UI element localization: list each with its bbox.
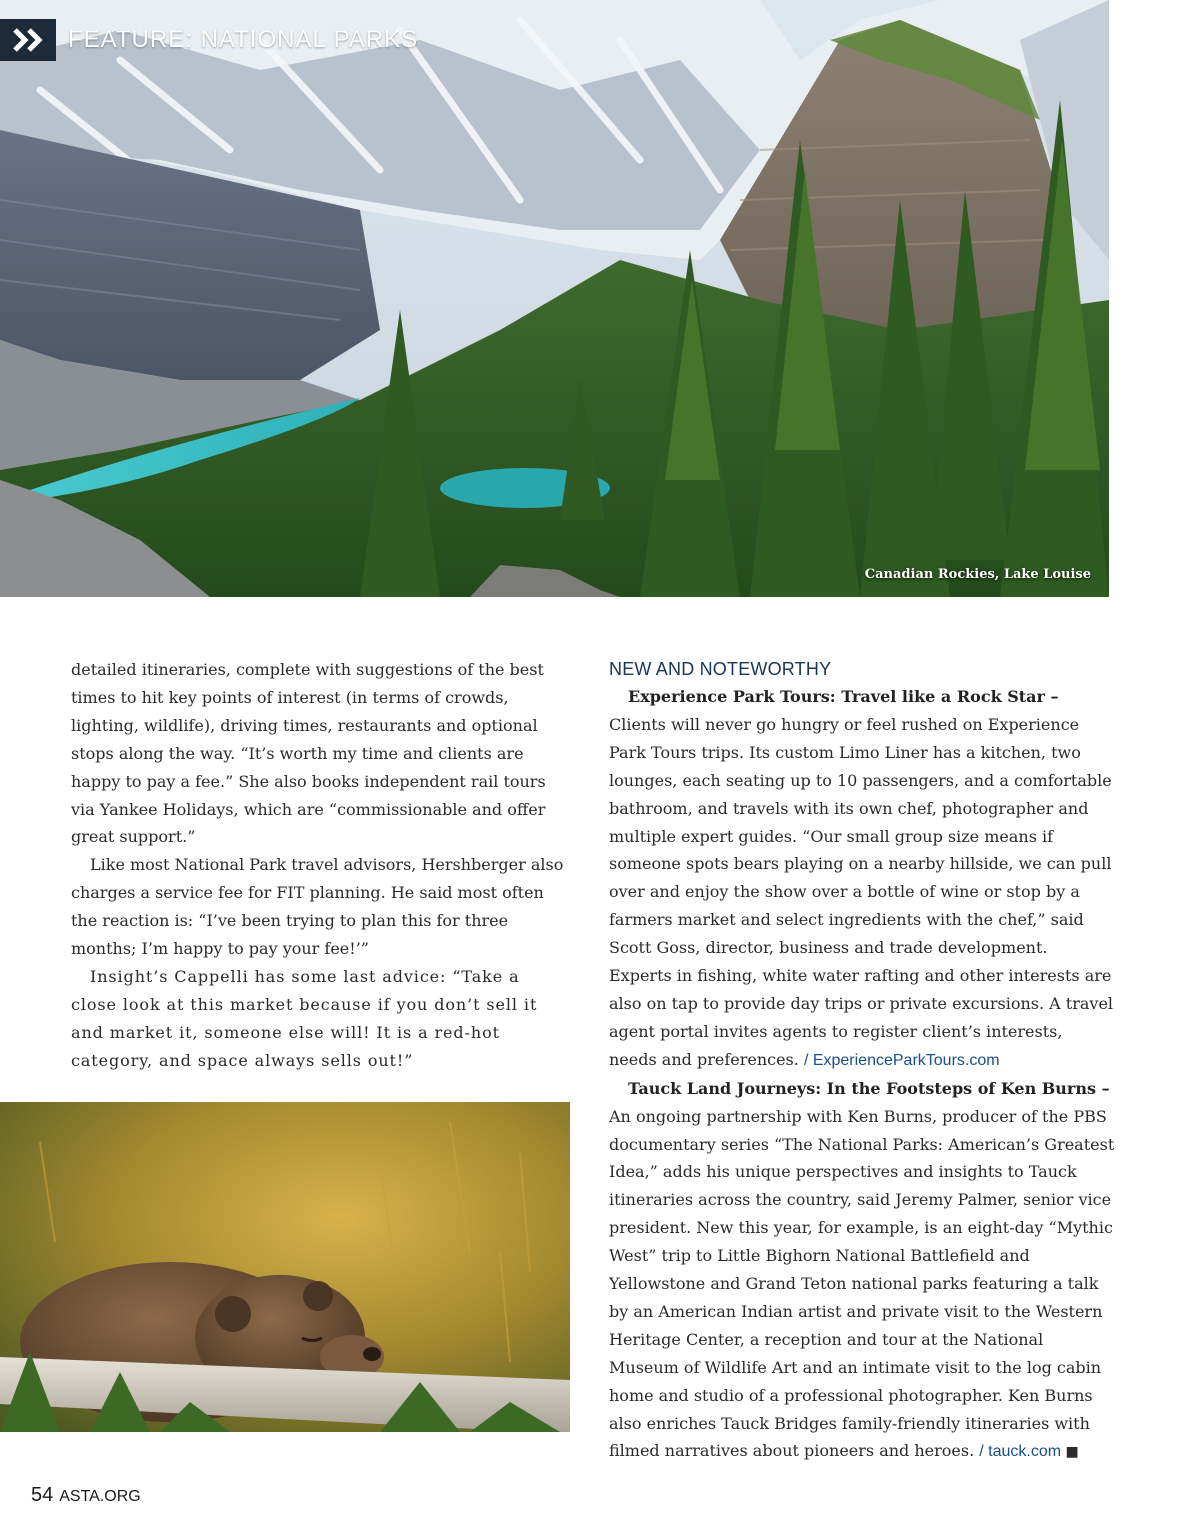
body-paragraph: Insight’s Cappelli has some last advice: “Take a close look at this market because if you don’t sell it and market it, someone else will! It is a red-hot category, and space always sells out!”	[71, 966, 538, 1070]
website-link[interactable]: / tauck.com	[979, 1443, 1062, 1461]
page-footer	[31, 1484, 141, 1507]
section-label: FEATURE: NATIONAL PARKS	[68, 26, 419, 53]
right-column	[609, 656, 1115, 1467]
section-tag	[0, 19, 418, 61]
news-item-body: Clients will never go hungry or feel rushed on Experience Park Tours trips. Its custom Limo Liner has a kitchen, two lounges, each seating up to 10 passengers, and a comfortable bathroom, and travels with its own chef, photographer and multiple expert guides. “Our small group size means if someone spots bears playing on a nearby hillside, we can pull over and enjoy the show over a bottle of wine or stop by a farmers market and select ingredients with the chef,” said Scott Goss, director, business and trade development. Experts in fishing, white water rafting and other interests are also on tap to provide day trips or private excursions. A travel agent portal invites agents to register client’s interests, needs and preferences.	[609, 714, 1114, 1069]
photo-caption: Canadian Rockies, Lake Louise	[864, 567, 1091, 582]
body-paragraph: Like most National Park travel advisors, Hershberger also charges a service fee for FIT planning. He said most often the reaction is: “I’ve been trying to plan this for three months; I’m happy to pay your fee!’”	[71, 855, 564, 959]
grizzly-bear-illustration	[0, 1102, 570, 1432]
site-name: ASTA.ORG	[59, 1488, 141, 1505]
body-paragraph: detailed itineraries, complete with suggestions of the best times to hit key points of interest (in terms of crowds, lighting, wildlife), driving times, restaurants and optional stops along the way. “It’s worth my time and clients are happy to pay a fee.” She also books independent rail tours via Yankee Holidays, which are “commissionable and offer great support.”	[71, 660, 546, 847]
news-item	[609, 1075, 1115, 1468]
news-item-body: An ongoing partnership with Ken Burns, producer of the PBS documentary series “The National Parks: American’s Greatest Idea,” adds his unique perspectives and insights to Tauck itineraries across the country, said Jeremy Palmer, senior vice president. New this year, for example, is an eight-day “Mythic West” trip to Little Bighorn National Battlefield and Yellowstone and Grand Teton national parks featuring a talk by an American Indian artist and private visit to the Western Heritage Center, a reception and tour at the National Museum of Wildlife Art and an intimate visit to the log cabin home and studio of a professional photographer. Ken Burns also enriches Tauck Bridges family-friendly itineraries with filmed narratives about pioneers and heroes.	[609, 1106, 1115, 1461]
website-link[interactable]: / ExperienceParkTours.com	[803, 1051, 1000, 1069]
bear-photo	[0, 1102, 570, 1432]
section-heading: NEW AND NOTEWORTHY	[609, 659, 832, 679]
end-mark-icon: ■	[1061, 1444, 1079, 1461]
news-item-lead: Experience Park Tours: Travel like a Rock Star –	[628, 687, 1059, 706]
left-column	[71, 656, 571, 1075]
hero-photo	[0, 0, 1109, 597]
mountain-lake-illustration	[0, 0, 1109, 597]
news-item	[609, 683, 1115, 1075]
double-chevron-right-icon	[0, 19, 56, 61]
news-item-lead: Tauck Land Journeys: In the Footsteps of Ken Burns –	[628, 1078, 1110, 1098]
page-number: 54	[31, 1484, 54, 1506]
